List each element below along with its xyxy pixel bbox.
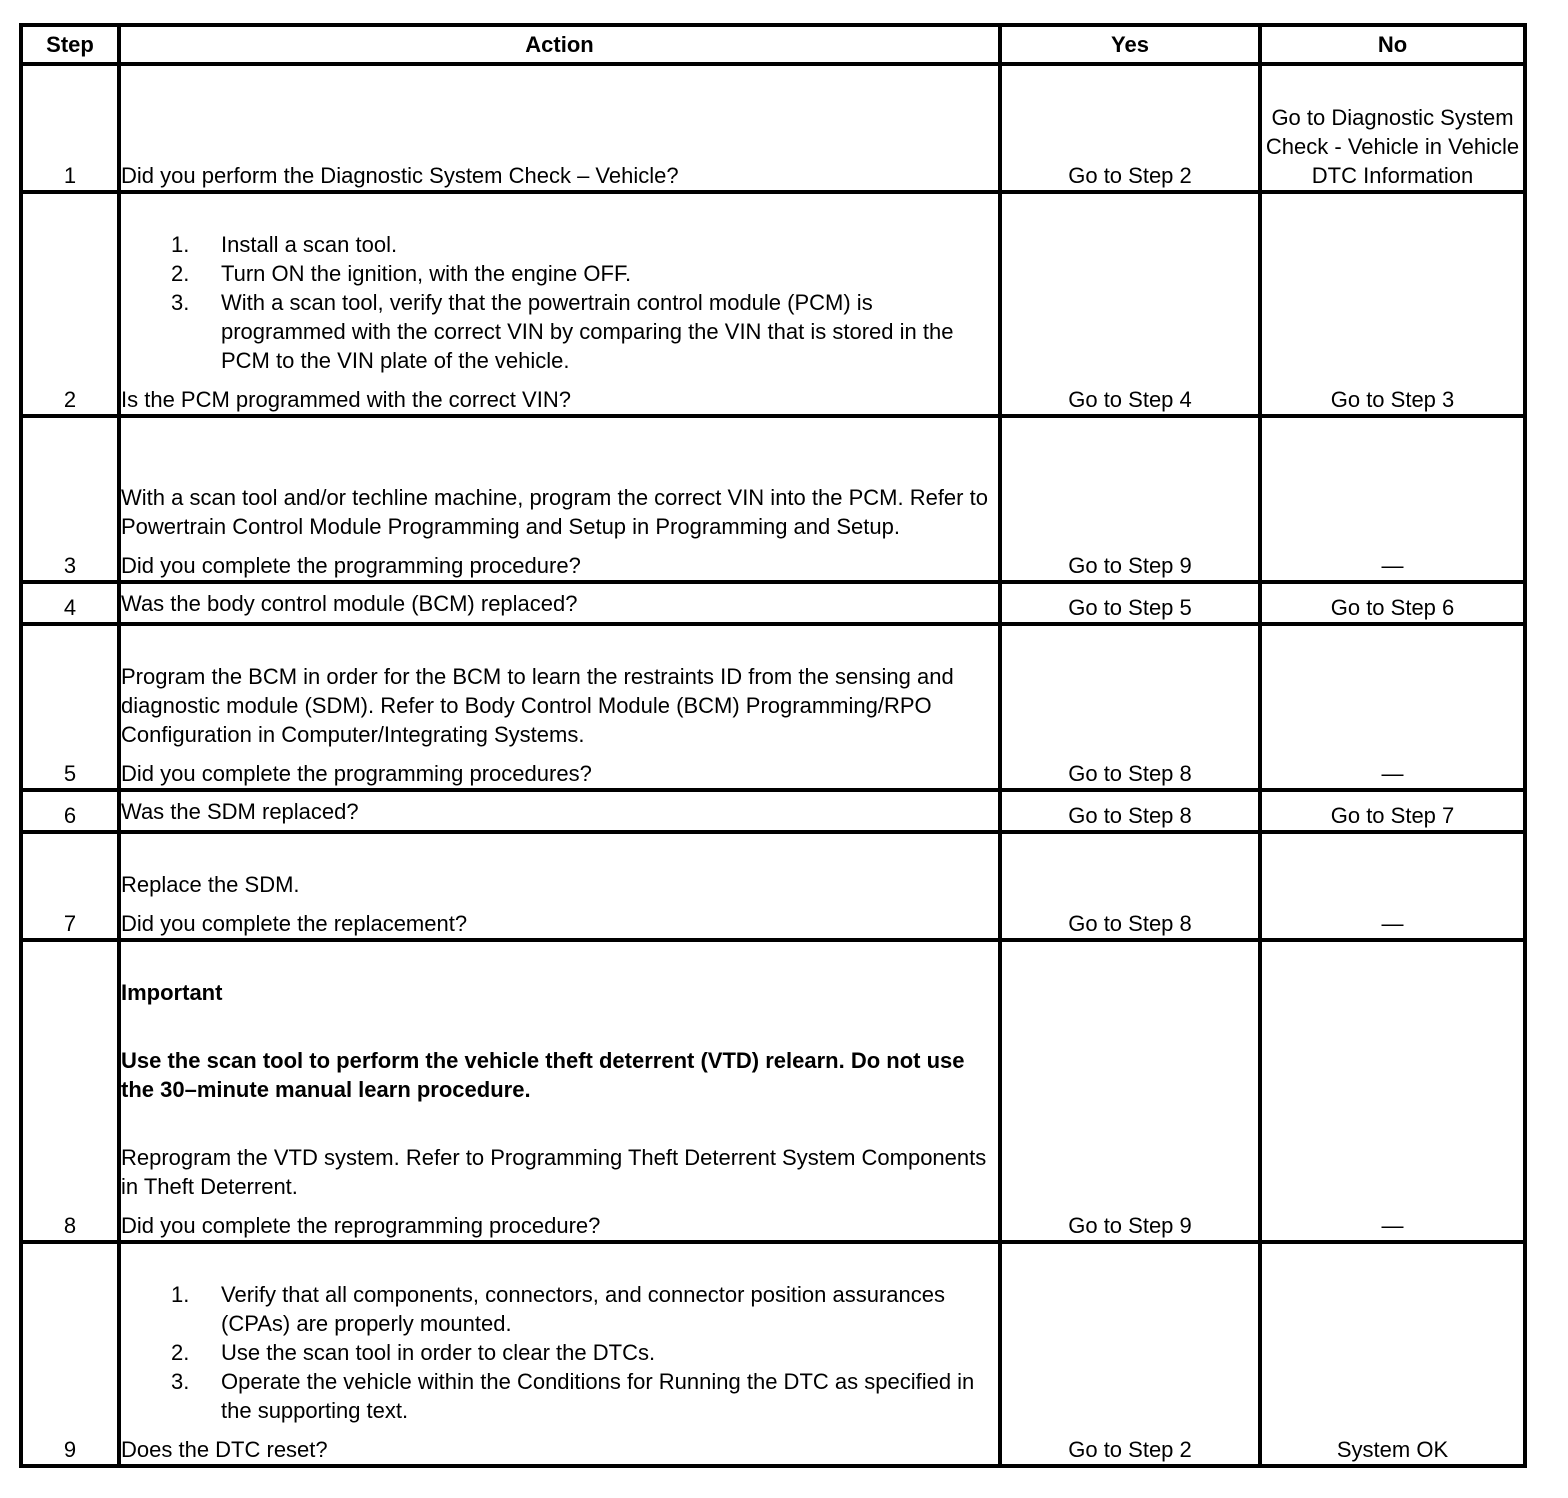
no-result: —: [1260, 832, 1525, 940]
yes-result: Go to Step 8: [1000, 624, 1260, 790]
no-result: —: [1260, 624, 1525, 790]
yes-result: Go to Step 4: [1000, 192, 1260, 416]
table-row: [21, 624, 1525, 790]
header-row: [21, 25, 1525, 64]
no-result: —: [1260, 416, 1525, 582]
step-number: 4: [21, 582, 119, 624]
action-text: With a scan tool and/or techline machine, program the correct VIN into the PCM. Refer to Powertrain Control Module Programming and Setup in Programming and Setup.: [121, 485, 988, 539]
action-text: Reprogram the VTD system. Refer to Programming Theft Deterrent System Components in Theft Deterrent.: [121, 1145, 987, 1199]
header-yes: Yes: [1000, 25, 1260, 64]
action-cell: [119, 64, 1000, 192]
header-action: Action: [119, 25, 1000, 64]
action-cell: [119, 416, 1000, 582]
action-cell: [119, 582, 1000, 624]
no-result: Go to Step 3: [1260, 192, 1525, 416]
list-item-text: Turn ON the ignition, with the engine OFF.: [221, 261, 632, 286]
yes-result: Go to Step 9: [1000, 940, 1260, 1242]
action-text: Program the BCM in order for the BCM to learn the restraints ID from the sensing and diagnostic module (SDM). Refer to Body Control Module (BCM) Programming/RPO Configuration in Computer/Integrating Systems.: [121, 664, 954, 747]
table-row: [21, 582, 1525, 624]
yes-result: Go to Step 8: [1000, 790, 1260, 832]
no-result: —: [1260, 940, 1525, 1242]
important-title: Important: [121, 980, 223, 1005]
diagnostic-table: [19, 23, 1527, 1468]
step-number: 3: [21, 416, 119, 582]
yes-result: Go to Step 2: [1000, 1242, 1260, 1466]
list-item: 3. With a scan tool, verify that the powertrain control module (PCM) is programmed with the correct VIN by comparing the VIN that is stored in the PCM to the VIN plate of the vehicle.: [171, 290, 954, 373]
step-number: 2: [21, 192, 119, 416]
no-result: Go to Step 6: [1260, 582, 1525, 624]
action-text: Replace the SDM.: [121, 872, 300, 897]
procedure-list: [121, 1280, 998, 1425]
step-number: 8: [21, 940, 119, 1242]
header-step: Step: [21, 25, 119, 64]
action-cell: [119, 832, 1000, 940]
action-question: Did you perform the Diagnostic System Check – Vehicle?: [121, 163, 679, 188]
action-cell: [119, 940, 1000, 1242]
header-no: No: [1260, 25, 1525, 64]
list-item-text: With a scan tool, verify that the powertrain control module (PCM) is programmed with the correct VIN by comparing the VIN that is stored in the PCM to the VIN plate of the vehicle.: [221, 290, 954, 373]
action-cell: [119, 624, 1000, 790]
yes-result: Go to Step 5: [1000, 582, 1260, 624]
action-question: Was the body control module (BCM) replaced?: [121, 590, 578, 616]
action-cell: [119, 790, 1000, 832]
yes-result: Go to Step 2: [1000, 64, 1260, 192]
action-question: Does the DTC reset?: [121, 1437, 328, 1462]
yes-result: Go to Step 9: [1000, 416, 1260, 582]
table-row: [21, 192, 1525, 416]
list-item: 2. Use the scan tool in order to clear the DTCs.: [171, 1340, 656, 1365]
procedure-list: [121, 230, 998, 375]
table-row: [21, 940, 1525, 1242]
action-question: Did you complete the reprogramming procedure?: [121, 1213, 601, 1238]
list-item: 1. Verify that all components, connectors, and connector position assurances (CPAs) are properly mounted.: [171, 1282, 945, 1336]
list-item: 3. Operate the vehicle within the Conditions for Running the DTC as specified in the supporting text.: [171, 1369, 975, 1423]
list-item-text: Operate the vehicle within the Conditions for Running the DTC as specified in the supporting text.: [221, 1369, 975, 1423]
table-row: [21, 1242, 1525, 1466]
table-row: [21, 790, 1525, 832]
action-question: Is the PCM programmed with the correct VIN?: [121, 387, 571, 412]
list-item: 2. Turn ON the ignition, with the engine OFF.: [171, 261, 632, 286]
list-item-text: Install a scan tool.: [221, 232, 398, 257]
no-result: Go to Step 7: [1260, 790, 1525, 832]
no-result: System OK: [1260, 1242, 1525, 1466]
step-number: 6: [21, 790, 119, 832]
list-item-text: Verify that all components, connectors, and connector position assurances (CPAs) are properly mounted.: [221, 1282, 945, 1336]
action-cell: [119, 1242, 1000, 1466]
step-number: 5: [21, 624, 119, 790]
action-question: Did you complete the programming procedures?: [121, 761, 592, 786]
table-row: [21, 64, 1525, 192]
action-question: Did you complete the replacement?: [121, 911, 468, 936]
table-row: [21, 416, 1525, 582]
list-item: 1. Install a scan tool.: [171, 232, 398, 257]
action-question: Was the SDM replaced?: [121, 798, 359, 824]
action-cell: [119, 192, 1000, 416]
important-text: Use the scan tool to perform the vehicle theft deterrent (VTD) relearn. Do not use the 30–minute manual learn procedure.: [121, 1048, 965, 1102]
step-number: 9: [21, 1242, 119, 1466]
action-question: Did you complete the programming procedure?: [121, 553, 581, 578]
step-number: 7: [21, 832, 119, 940]
list-item-text: Use the scan tool in order to clear the DTCs.: [221, 1340, 656, 1365]
yes-result: Go to Step 8: [1000, 832, 1260, 940]
no-result: Go to Diagnostic System Check - Vehicle in Vehicle DTC Information: [1260, 64, 1525, 192]
step-number: 1: [21, 64, 119, 192]
table-row: [21, 832, 1525, 940]
